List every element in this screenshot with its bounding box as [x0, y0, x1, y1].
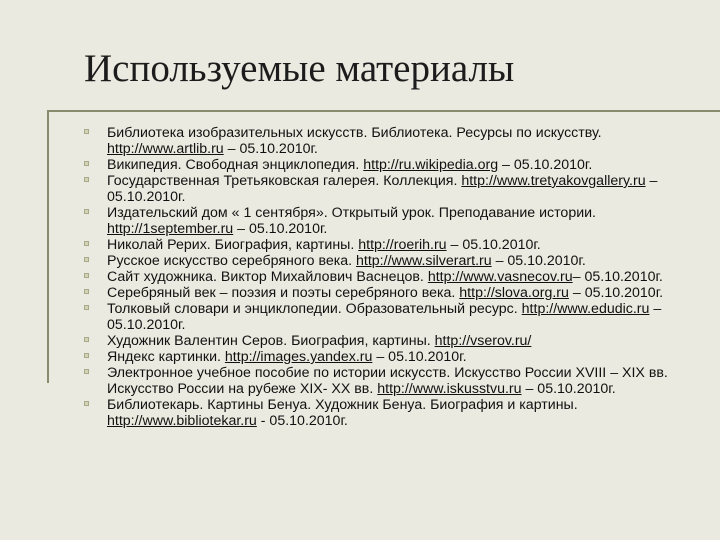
- item-date: – 05.10.2010г.: [233, 221, 328, 237]
- item-date: – 05.10.2010г.: [521, 381, 616, 397]
- list-item: [84, 285, 684, 301]
- item-text: Серебряный век – поэзия и поэты серебряного века.: [107, 285, 460, 301]
- item-text: Википедия. Свободная энциклопедия.: [107, 157, 364, 173]
- bullet-icon: [84, 401, 89, 406]
- list-item: [84, 349, 684, 365]
- bullet-icon: [84, 177, 89, 182]
- item-text: Издательский дом « 1 сентября». Открытый урок. Преподавание истории.: [107, 205, 597, 221]
- item-date: – 05.10.2010г.: [568, 285, 664, 301]
- horizontal-divider: [47, 110, 720, 112]
- item-date: – 05.10.2010г.: [107, 301, 662, 333]
- item-text: Николай Рерих. Биография, картины.: [107, 237, 359, 253]
- item-text: Электронное учебное пособие по истории искусств. Искусство России XVIII – XIX вв. Искусство России на рубеже XIX- XX вв.: [107, 365, 668, 397]
- item-link[interactable]: http://www.vasnecov.ru: [427, 269, 573, 285]
- list-item: [84, 253, 684, 269]
- slide-title: Используемые материалы: [84, 47, 515, 90]
- bullet-icon: [84, 369, 89, 374]
- bullet-icon: [84, 273, 89, 278]
- item-link[interactable]: http://www.silverart.ru: [356, 253, 492, 269]
- list-item: [84, 397, 684, 429]
- item-link[interactable]: http://www.iskusstvu.ru: [377, 381, 522, 397]
- item-text: Русское искусство серебряного века.: [107, 253, 357, 269]
- item-text: Толковый словари и энциклопедии. Образовательный ресурс.: [107, 301, 522, 317]
- item-text: Библиотека изобразительных искусств. Библиотека. Ресурсы по искусству.: [107, 125, 602, 141]
- list-item: [84, 205, 684, 237]
- item-link[interactable]: http://www.edudic.ru: [521, 301, 650, 317]
- vertical-divider: [47, 110, 49, 383]
- item-text: Сайт художника. Виктор Михайлович Васнецов.: [107, 269, 428, 285]
- list-item: [84, 125, 684, 157]
- item-date: – 05.10.2010г.: [223, 141, 318, 157]
- bullet-icon: [84, 257, 89, 262]
- bullet-icon: [84, 209, 89, 214]
- item-text: Яндекс картинки.: [107, 349, 225, 365]
- item-link[interactable]: http://images.yandex.ru: [224, 349, 373, 365]
- bullet-icon: [84, 305, 89, 310]
- bullet-icon: [84, 129, 89, 134]
- bullet-icon: [84, 337, 89, 342]
- list-item: [84, 301, 684, 333]
- bullet-icon: [84, 353, 89, 358]
- item-date: – 05.10.2010г.: [498, 157, 593, 173]
- item-link[interactable]: http://slova.org.ru: [459, 285, 569, 301]
- item-link[interactable]: http://ru.wikipedia.org: [363, 157, 499, 173]
- item-date: – 05.10.2010г.: [372, 349, 467, 365]
- list-item: [84, 365, 684, 397]
- list-item: [84, 333, 684, 349]
- item-link[interactable]: http://www.artlib.ru: [107, 141, 224, 157]
- item-link[interactable]: http://vserov.ru/: [434, 333, 532, 349]
- item-date: - 05.10.2010г.: [256, 413, 348, 429]
- item-link[interactable]: http://1september.ru: [107, 221, 234, 237]
- item-text: Библиотекарь. Картины Бенуа. Художник Бенуа. Биография и картины.: [107, 397, 578, 413]
- item-text: Художник Валентин Серов. Биография, картины.: [107, 333, 435, 349]
- item-date: – 05.10.2010г.: [491, 253, 586, 269]
- item-link[interactable]: http://www.bibliotekar.ru: [107, 413, 257, 429]
- item-date: – 05.10.2010г.: [572, 269, 663, 285]
- list-item: [84, 237, 684, 253]
- bullet-icon: [84, 289, 89, 294]
- list-item: [84, 157, 684, 173]
- item-date: – 05.10.2010г.: [446, 237, 541, 253]
- list-item: [84, 269, 684, 285]
- item-text: Государственная Третьяковская галерея. Коллекция.: [107, 173, 462, 189]
- references-list: [84, 125, 684, 429]
- item-link[interactable]: http://www.tretyakovgallery.ru: [461, 173, 646, 189]
- bullet-icon: [84, 241, 89, 246]
- item-link[interactable]: http://roerih.ru: [358, 237, 447, 253]
- list-item: [84, 173, 684, 205]
- item-date: – 05.10.2010г.: [107, 173, 658, 205]
- bullet-icon: [84, 161, 89, 166]
